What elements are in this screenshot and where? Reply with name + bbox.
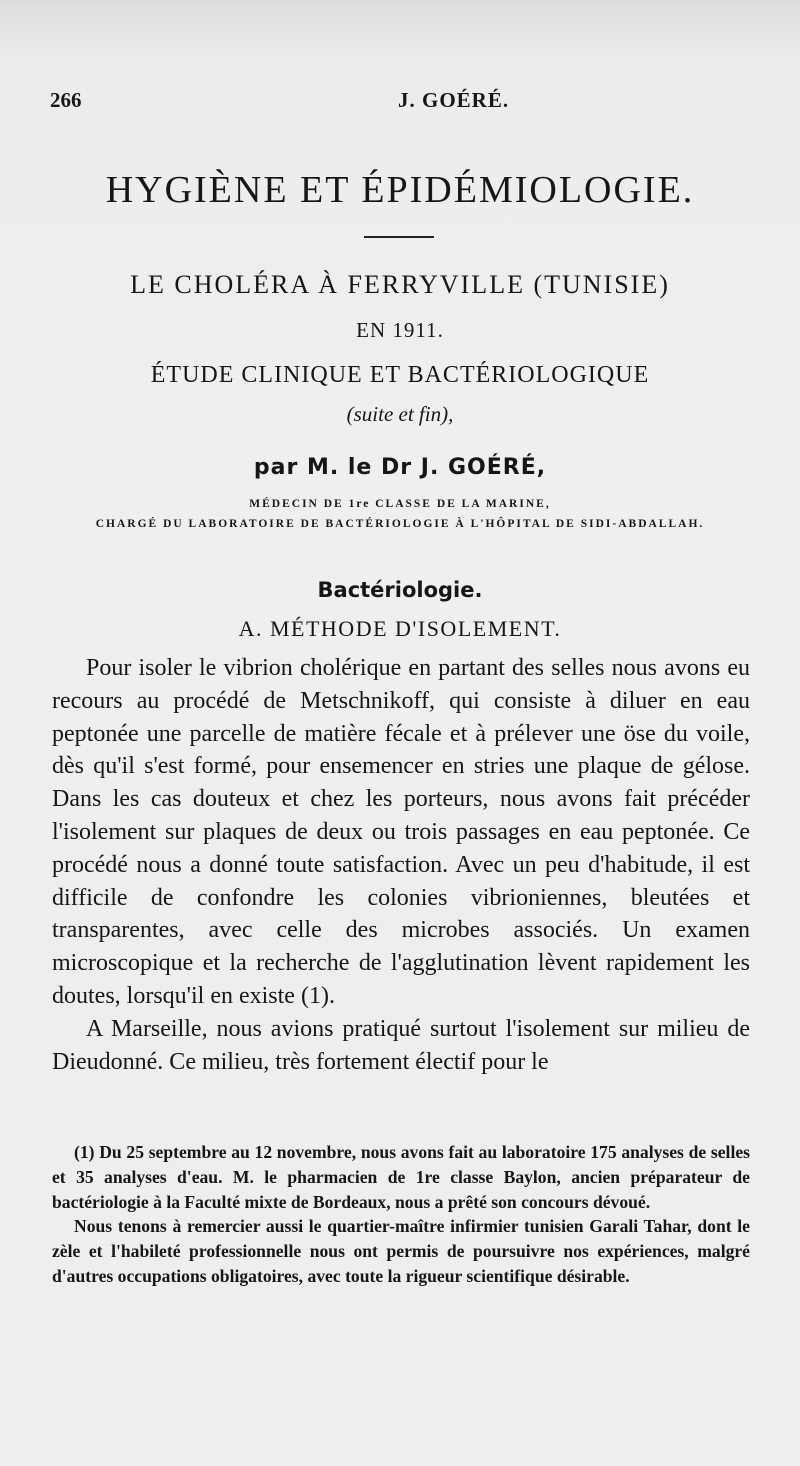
author-affiliation-lab: CHARGÉ DU LABORATOIRE DE BACTÉRIOLOGIE À L'HÔPITAL DE SIDI-ABDALLAH. xyxy=(95,518,705,530)
section-title: HYGIÈNE ET ÉPIDÉMIOLOGIE. xyxy=(105,169,695,211)
body-paragraph: A Marseille, nous avions pratiqué surtout l'isolement sur milieu de Dieudonné. Ce milieu, très fortement électif pour le xyxy=(52,1015,750,1075)
article-subtitle: ÉTUDE CLINIQUE ET BACTÉRIOLOGIQUE xyxy=(150,362,650,388)
article-title: LE CHOLÉRA À FERRYVILLE (TUNISIE) xyxy=(130,270,670,299)
page-number: 266 xyxy=(50,88,82,112)
article-year: EN 1911. xyxy=(356,318,444,342)
section-heading: Bactériologie. xyxy=(317,578,483,602)
body-paragraph: Pour isoler le vibrion cholérique en partant des selles nous avons eu recours au procédé de Metschnikoff, qui consiste à diluer en eau peptonée une parcelle de matière fécale et à prélever une öse du voile, dès qu'il s'est formé, pour ensemencer en stries une plaque de gélose. Dans les cas douteux et chez les porteurs, nous avons fait précéder l'isolement sur plaques de deux ou trois passages en eau peptonée. Ce procédé nous a donné toute satisfaction. Avec un peu d'habitude, il est difficile de confondre les colonies vibrioniennes, bleutées et transparentes, avec celle des microbes associés. Un examen microscopique et la recherche de l'agglutination lèvent rapidement les doutes, lorsqu'il en existe (1). xyxy=(52,655,750,1009)
article-suite-note: (suite et fin), xyxy=(346,402,454,426)
running-head xyxy=(50,88,750,118)
running-head-author: J. GOÉRÉ. xyxy=(398,88,510,112)
footnotes xyxy=(52,1140,750,1289)
footnote: (1) Du 25 septembre au 12 novembre, nous avons fait au laboratoire 175 analyses de selles et 35 analyses d'eau. M. le pharmacien de 1re classe Baylon, ancien préparateur de bactériologie à la Faculté mixte de Bordeaux, nous a prêté son concours dévoué. xyxy=(52,1142,750,1212)
title-divider xyxy=(364,236,434,238)
footnote-continuation: Nous tenons à remercier aussi le quartier-maître infirmier tunisien Garali Tahar, dont le zèle et l'habileté professionnelle nous ont permis de poursuivre nos expériences, malgré d'autres occupations obligatoires, avec toute la rigueur scientifique désirable. xyxy=(52,1216,750,1286)
subsection-heading: A. MÉTHODE D'ISOLEMENT. xyxy=(238,616,562,641)
author-affiliation-rank: MÉDECIN DE 1re CLASSE DE LA MARINE, xyxy=(249,498,551,510)
author-byline: par M. le Dr J. GOÉRÉ, xyxy=(253,455,547,480)
body-text xyxy=(52,652,750,1078)
